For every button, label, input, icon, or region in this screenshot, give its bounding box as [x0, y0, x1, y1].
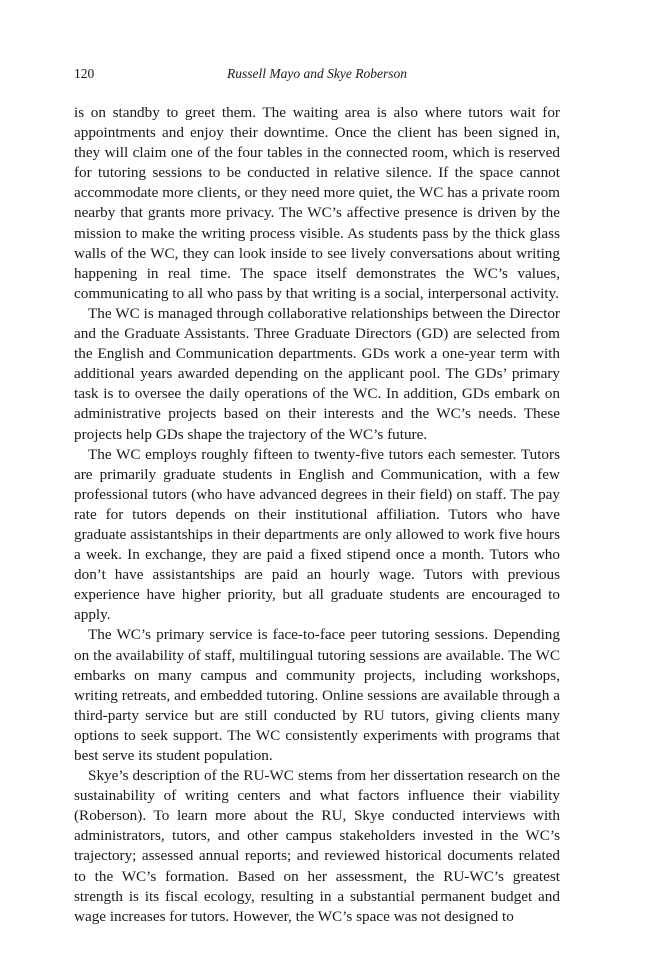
paragraph-management: The WC is managed through collaborative relationships between the Director and the Graduate Assistants. Three Graduate Directors (GD) are selected from the English and Communication departments. GDs work a one-year term with additional years awarded depending on the applicant pool. The GDs’ primary task is to oversee the daily operations of the WC. In addition, GDs embark on administrative projects based on their interests and the WC’s needs. These projects help GDs shape the trajectory of the WC’s future.	[74, 304, 560, 443]
body-text	[74, 103, 560, 927]
paragraph-research: Skye’s description of the RU-WC stems from her dissertation research on the sustainability of writing centers and what factors influence their viability (Roberson). To learn more about the RU, Skye conducted interviews with administrators, tutors, and other campus stakeholders invested in the WC’s trajectory; assessed annual reports; and reviewed historical documents related to the WC’s formation. Based on her assessment, the RU-WC’s greatest strength is its fiscal ecology, resulting in a substantial permanent budget and wage increases for tutors. However, the WC’s space was not designed to	[74, 767, 560, 925]
paragraph-continued: is on standby to greet them. The waiting area is also where tutors wait for appointments and enjoy their downtime. Once the client has been signed in, they will claim one of the four tables in the connected room, which is reserved for tutoring sessions to be conducted in relative silence. If the space cannot accommodate more clients, or they need more quiet, the WC has a private room nearby that grants more privacy. The WC’s affective presence is driven by the mission to make the writing process visible. As students pass by the thick glass walls of the WC, they can look inside to see lively conversations about writing happening in real time. The space itself demonstrates the WC’s values, communicating to all who pass by that writing is a social, interpersonal activity.	[74, 104, 560, 302]
running-title: Russell Mayo and Skye Roberson	[227, 66, 407, 81]
book-page	[74, 66, 560, 927]
paragraph-tutors: The WC employs roughly fifteen to twenty-five tutors each semester. Tutors are primarily graduate students in English and Communication, with a few professional tutors (who have advanced degrees in their field) on staff. The pay rate for tutors depends on their institutional affiliation. Tutors who have graduate assistantships in their departments are only allowed to work five hours a week. In exchange, they are paid a fixed stipend once a month. Tutors who don’t have assistantships are paid an hourly wage. Tutors with previous experience have higher priority, but all graduate students are encouraged to apply.	[74, 445, 560, 624]
running-header	[74, 66, 560, 88]
paragraph-services: The WC’s primary service is face-to-face peer tutoring sessions. Depending on the availability of staff, multilingual tutoring sessions are available. The WC embarks on many campus and community projects, including workshops, writing retreats, and embedded tutoring. Online sessions are available through a third-party service but are still conducted by RU tutors, giving clients many options to seek support. The WC consistently experiments with programs that best serve its student population.	[74, 626, 560, 764]
page-number: 120	[74, 66, 95, 81]
